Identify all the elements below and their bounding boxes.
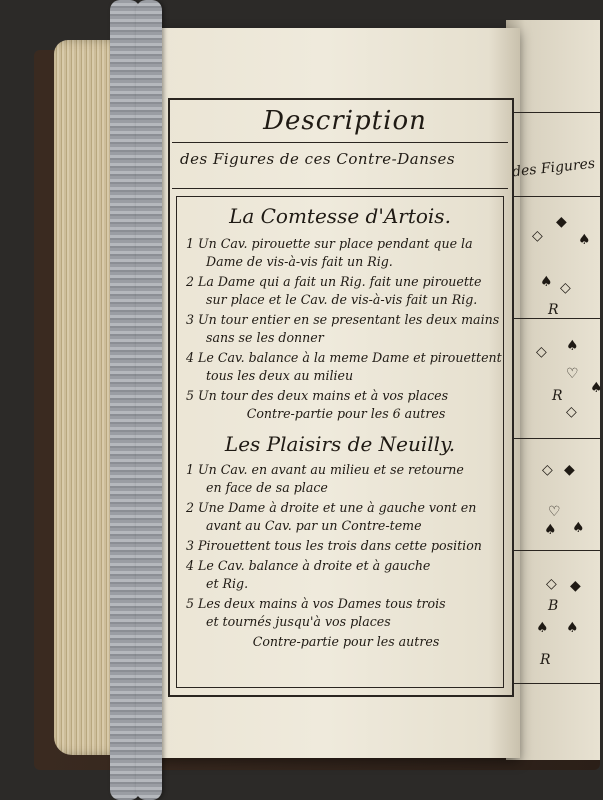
- figure-line: en face de sa place: [206, 480, 328, 495]
- right-divider: [512, 318, 600, 319]
- heart-icon: ♡: [566, 366, 579, 382]
- diamond-icon: ◇: [536, 344, 547, 360]
- figure-line: 1 Un Cav. pirouette sur place pendant que la: [186, 236, 473, 251]
- figure-line: 2 Une Dame à droite et une à gauche vont en: [186, 500, 477, 515]
- spade-icon: ♠: [566, 620, 579, 636]
- diamond-icon: ◆: [564, 462, 575, 478]
- figure-line: et Rig.: [206, 576, 249, 591]
- page-title: Description: [263, 106, 427, 136]
- figure-line: 5 Un tour des deux mains et à vos places: [186, 388, 449, 403]
- spade-icon: ♠: [578, 232, 591, 248]
- right-divider: [512, 196, 600, 197]
- subtitle-divider: [172, 188, 508, 189]
- heart-icon: ♡: [548, 504, 561, 520]
- right-divider: [512, 550, 600, 551]
- diamond-icon: ◇: [532, 228, 543, 244]
- figure-line: 1 Un Cav. en avant au milieu et se retourne: [186, 462, 464, 477]
- figure-line: 3 Un tour entier en se presentant les deux mains: [186, 312, 500, 327]
- figure-line: 4 Le Cav. balance à la meme Dame et pirouettent: [186, 350, 502, 365]
- page-subtitle: des Figures de ces Contre-Danses: [180, 150, 456, 168]
- diamond-icon: ◇: [566, 404, 577, 420]
- figure-letter: R: [540, 652, 551, 668]
- title-divider: [172, 142, 508, 143]
- contre-partie-line: Contre-partie pour les autres: [252, 634, 440, 649]
- figure-line: tous les deux au milieu: [206, 368, 354, 383]
- spade-icon: ♠: [540, 274, 553, 290]
- figure-letter: B: [548, 598, 559, 614]
- diamond-icon: ◇: [546, 576, 557, 592]
- figure-line: et tournés jusqu'à vos places: [206, 614, 391, 629]
- figure-letter: R: [548, 302, 559, 318]
- dance-title: La Comtesse d'Artois.: [229, 204, 451, 228]
- figure-letter: R: [552, 388, 563, 404]
- figure-line: 4 Le Cav. balance à droite et à gauche: [186, 558, 431, 573]
- spade-icon: ♠: [590, 380, 603, 396]
- figure-line: 5 Les deux mains à vos Dames tous trois: [186, 596, 446, 611]
- figure-line: sur place et le Cav. de vis-à-vis fait un Rig.: [206, 292, 478, 307]
- right-page-heading: des Figures: [511, 155, 596, 181]
- spade-icon: ♠: [544, 522, 557, 538]
- diamond-icon: ◆: [570, 578, 581, 594]
- contre-partie-line: Contre-partie pour les 6 autres: [246, 406, 446, 421]
- spade-icon: ♠: [572, 520, 585, 536]
- figure-line: avant au Cav. par un Contre-teme: [206, 518, 422, 533]
- bookmark-ribbon: [136, 0, 162, 800]
- figure-line: 2 La Dame qui a fait un Rig. fait une pirouette: [186, 274, 482, 289]
- diamond-icon: ◆: [556, 214, 567, 230]
- figure-line: sans se les donner: [206, 330, 324, 345]
- dance-title: Les Plaisirs de Neuilly.: [224, 432, 456, 456]
- diamond-icon: ◇: [542, 462, 553, 478]
- figure-line: Dame de vis-à-vis fait un Rig.: [206, 254, 393, 269]
- spade-icon: ♠: [536, 620, 549, 636]
- right-divider: [512, 438, 600, 439]
- spade-icon: ♠: [566, 338, 579, 354]
- figure-line: 3 Pirouettent tous les trois dans cette position: [186, 538, 482, 553]
- diamond-icon: ◇: [560, 280, 571, 296]
